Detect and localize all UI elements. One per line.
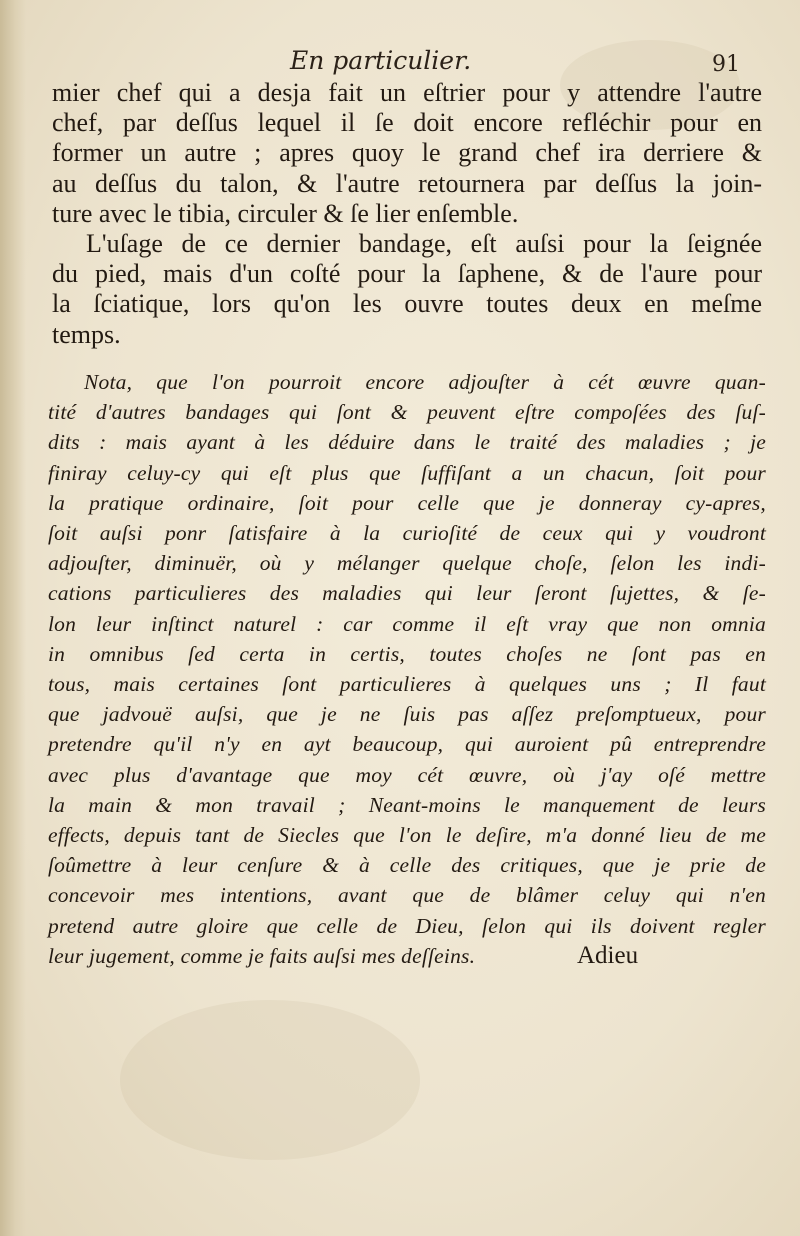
nota-line: finiray celuy-cy qui eſt plus que ſuffiſant a un chacun, ſoit pour: [48, 460, 766, 485]
nota-line: adjouſter, diminuër, où y mélanger quelque choſe, ſelon les indi-: [48, 551, 766, 576]
closing-word: Adieu: [577, 942, 639, 969]
running-title: En particulier.: [290, 46, 472, 75]
text-line: ture avec le tibia, circuler & ſe lier enſemble.: [52, 198, 519, 228]
text-line: la ſciatique, lors qu'on les ouvre toutes deux en meſme: [52, 289, 762, 319]
nota-line: tité d'autres bandages qui ſont & peuvent eſtre compoſées des ſuſ-: [48, 400, 766, 425]
nota-note: [48, 367, 766, 971]
text-line: former un autre ; apres quoy le grand chef ira derriere &: [52, 138, 762, 168]
paragraph-1: [52, 78, 762, 229]
text-line: du pied, mais d'un coſté pour la ſaphene, & de l'aure pour: [52, 259, 762, 289]
nota-line: la main & mon travail ; Neant-moins le manquement de leurs: [48, 792, 766, 817]
text-line: temps.: [52, 319, 121, 349]
nota-line: dits : mais ayant à les déduire dans le traité des maladies ; je: [48, 430, 766, 455]
nota-line: pretendre qu'il n'y en ayt beaucoup, qui auroient pû entreprendre: [48, 732, 766, 757]
nota-line: Nota, que l'on pourroit encore adjouſter à cét œuvre quan-: [84, 370, 766, 394]
nota-line: ſoûmettre à leur cenſure & à celle des critiques, que je prie de: [48, 853, 766, 878]
paper-stain: [120, 1000, 420, 1160]
nota-line: cations particulieres des maladies qui leur ſeront ſujettes, & ſe-: [48, 581, 766, 606]
nota-line: la pratique ordinaire, ſoit pour celle que je donneray cy-apres,: [48, 490, 766, 515]
nota-line: concevoir mes intentions, avant que de blâmer celuy qui n'en: [48, 883, 766, 908]
page-gutter-shadow: [0, 0, 26, 1236]
text-line: chef, par deſſus lequel il ſe doit encore refléchir pour en: [52, 108, 762, 138]
nota-line: lon leur inſtinct naturel : car comme il eſt vray que non omnia: [48, 611, 766, 636]
nota-line: effects, depuis tant de Siecles que l'on le deſire, m'a donné lieu de me: [48, 823, 766, 848]
nota-line: pretend autre gloire que celle de Dieu, ſelon qui ils doivent regler: [48, 913, 766, 938]
nota-line: in omnibus ſed certa in certis, toutes choſes ne ſont pas en: [48, 641, 766, 666]
nota-line: tous, mais certaines ſont particulieres à quelques uns ; Il faut: [48, 672, 766, 697]
main-text: [52, 78, 762, 350]
paragraph-2: [52, 229, 762, 350]
text-line: mier chef qui a desja fait un eſtrier pour y attendre l'autre: [52, 78, 762, 107]
nota-line: avec plus d'avantage que moy cét œuvre, où j'ay oſé mettre: [48, 762, 766, 787]
text-line: L'uſage de ce dernier bandage, eſt auſsi pour la ſeignée: [86, 229, 762, 259]
nota-line: que jadvouë auſsi, que je ne ſuis pas aſſez preſomptueux, pour: [48, 702, 766, 727]
page-number: 91: [712, 52, 740, 77]
nota-line: leur jugement, comme je faits auſsi mes deſſeins.: [48, 943, 476, 968]
nota-line: ſoit auſsi ponr ſatisfaire à la curioſité de ceux qui y voudront: [48, 521, 766, 546]
text-line: au deſſus du talon, & l'autre retournera par deſſus la join-: [52, 168, 762, 198]
